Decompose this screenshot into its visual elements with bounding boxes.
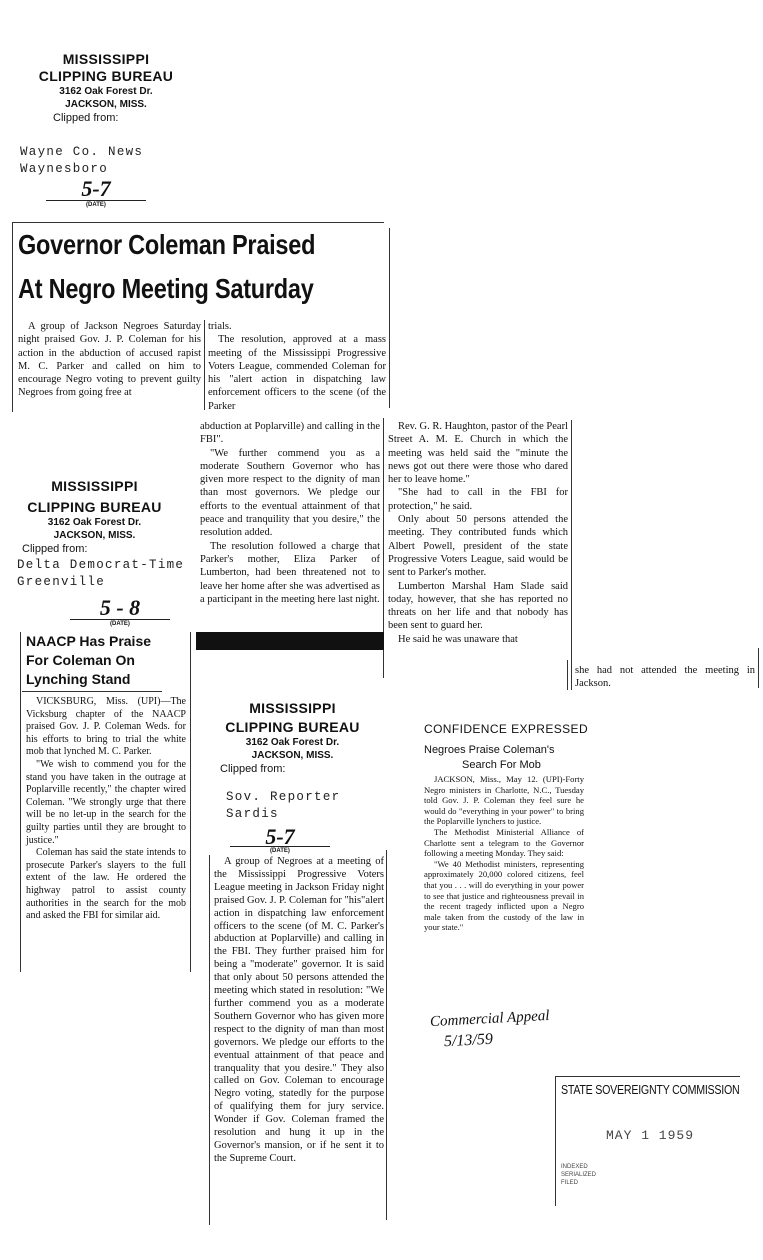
article-paragraph: she had not attended the meeting in Jackson.	[575, 665, 755, 690]
article-column	[26, 696, 186, 923]
date-label: (DATE)	[270, 848, 290, 854]
article-paragraph: A group of Negroes at a meeting of the Mississippi Progressive Voters League meeting in Jackson Friday night praised Gov. J. P. Coleman for "his"alert action in dispatching law enforcement officers to the scene (of M. C. Parker's abduction at Poplarville) and calling in the FBI. They further praised him for being a "moderate" governor. It is said that only about 50 persons attended the meeting which stated in resolution: "We further commend you as a moderate Southern Governor who has given more respect to the dignity of man than most governors. We pledge our efforts to the eventual attainment of that peace and tranquality that you desire." They also called on Gov. Coleman to encourage Negro voting, statedly for the purpose of qualifying them for jury service. Wonder if Gov. Coleman framed the resolution and hung it up in the Governor's mansion, or if he sent it to the Supreme Court.	[214, 856, 384, 1164]
clipping-bureau-stamp	[22, 478, 167, 555]
source-city: Sardis	[226, 807, 279, 821]
headline: Lynching Stand	[26, 671, 131, 687]
clip-edge	[758, 648, 759, 688]
stamp-address: 3162 Oak Forest Dr.	[59, 86, 153, 97]
headline: Search For Mob	[462, 759, 541, 771]
article-column	[18, 320, 201, 400]
stamp-city: JACKSON, MISS.	[65, 99, 147, 110]
clip-date: 5-7	[265, 824, 295, 849]
clip-date: 5 - 8	[99, 595, 141, 620]
article-paragraph: Coleman has said the state intends to prosecute Parker's slayers to the full extent of the law. He ordered the highway patrol to assist county authorities in the search for the mob and asked the FBI for similar aid.	[26, 847, 186, 922]
commission-stamp-title: STATE SOVEREIGNTY COMMISSION	[561, 1082, 740, 1097]
article-paragraph: Only about 50 persons attended the meeting. They contributed funds which Albert Powell, president of the state Progressive Voters League, said would be sent to Parker's mother.	[388, 514, 568, 579]
article-continuation	[575, 664, 755, 691]
article-paragraph: "She had to call in the FBI for protection," he said.	[388, 487, 568, 512]
column-rule	[204, 320, 205, 410]
headline: CONFIDENCE EXPRESSED	[424, 722, 589, 736]
article-paragraph: VICKSBURG, Miss. (UPI)—The Vicksburg chapter of the NAACP praised Gov. J. P. Coleman Weds. for his efforts to bring to trial the white mob that lynched M. C. Parker.	[26, 696, 186, 758]
article-paragraph: He said he was unaware that	[398, 633, 518, 645]
article-column	[424, 774, 584, 933]
source-city: Greenville	[17, 575, 106, 589]
clip-edge	[386, 850, 387, 1220]
stamp-title-state: MISSISSIPPI	[51, 478, 138, 494]
article-paragraph: Lumberton Marshal Ham Slade said today, however, that she has reported no threats on her life and that nobody has been sent to guard her.	[388, 580, 568, 632]
source-newspaper: Sov. Reporter	[226, 790, 341, 804]
article-column	[388, 420, 568, 646]
article-column	[208, 320, 386, 413]
commission-stamp-line: SERIALIZED	[561, 1172, 597, 1178]
handwritten-source: Commercial Appeal	[429, 1007, 550, 1031]
stamp-title-state: MISSISSIPPI	[62, 51, 150, 67]
date-line	[230, 846, 330, 847]
clip-edge	[190, 632, 191, 972]
source-city: Waynesboro	[20, 162, 109, 176]
headline: At Negro Meeting Saturday	[18, 273, 314, 304]
date-label: (DATE)	[86, 202, 106, 208]
stamp-title-bureau: CLIPPING BUREAU	[38, 68, 174, 84]
stamp-address: 3162 Oak Forest Dr.	[245, 737, 340, 748]
date-line	[70, 619, 170, 620]
clipping-bureau-stamp	[220, 700, 365, 775]
commission-stamp-line: FILED	[561, 1180, 579, 1186]
headline: Governor Coleman Praised	[18, 229, 316, 260]
clip-edge-dark	[196, 632, 384, 650]
clip-edge	[20, 632, 21, 972]
article-paragraph: abduction at Poplarville) and calling in the FBI".	[200, 421, 380, 446]
clip-edge	[209, 855, 210, 1225]
stamp-title-bureau: CLIPPING BUREAU	[225, 719, 360, 735]
stamp-city: JACKSON, MISS.	[53, 530, 136, 541]
stamp-clipped-label: Clipped from:	[22, 543, 88, 555]
source-newspaper: Wayne Co. News	[20, 145, 144, 159]
commission-stamp-date: MAY 1 1959	[606, 1128, 695, 1143]
headline: NAACP Has Praise	[26, 633, 152, 649]
headline-rule	[22, 691, 162, 692]
article-paragraph: "We 40 Methodist ministers, representing approximately 20,000 colored citizens, feel that you . . . will do everything in your power to see that justice and righteousness prevail in the recent tragedy inflicted upon a Negro male taken from the custody of the law in your state."	[424, 858, 584, 933]
stamp-address: 3162 Oak Forest Dr.	[47, 517, 142, 528]
article-paragraph: "We wish to commend you for the stand you have taken in the outrage at Poplarville recently," the chapter wired Coleman. "We strongly urge that there will be no let-up in the search for the guilty parties until they are brought to justice."	[26, 758, 186, 846]
article-paragraph: trials.	[208, 321, 232, 332]
article-paragraph: The Methodist Ministerial Alliance of Charlotte sent a telegram to the Governor following a meeting Monday. They said:	[424, 826, 584, 859]
stamp-clipped-label: Clipped from:	[220, 763, 286, 775]
headline: Negroes Praise Coleman's	[424, 744, 555, 756]
article-column	[200, 420, 380, 606]
stamp-title-bureau: CLIPPING BUREAU	[27, 499, 162, 515]
stamp-border	[555, 1076, 556, 1206]
article-paragraph: The resolution, approved at a mass meeting of the Mississippi Progressive Voters League, commended Coleman for his "alert action in dispatching law enforcement officers to the scene (of the Parker	[208, 334, 386, 412]
clip-edge	[389, 228, 390, 408]
article-paragraph: The resolution followed a charge that Parker's mother, Eliza Parker of Lumberton, had been threatened not to leave her home after she was advertised as a participant in the meeting here last night.	[200, 540, 380, 605]
clip-date: 5-7	[81, 176, 111, 201]
article-paragraph: Rev. G. R. Haughton, pastor of the Pearl Street A. M. E. Church in which the meeting was held said the "minute the news got out there were those who dared her to leave home."	[388, 421, 568, 486]
article-paragraph: A group of Jackson Negroes Saturday night praised Gov. J. P. Coleman for his action in the abduction of accused rapist M. C. Parker and called on him to encourage Negro voting to prevent guilty Negroes from going free at	[18, 321, 201, 399]
headline: For Coleman On	[26, 652, 135, 668]
article-paragraph: JACKSON, Miss., May 12. (UPI)-Forty Negro ministers in Charlotte, N.C., Tuesday told Gov. J. P. Coleman they feel sure he would do "everything in your power" to bring the Poplarville lynchers to justice.	[424, 774, 584, 827]
date-label: (DATE)	[110, 621, 130, 627]
stamp-clipped-label: Clipped from:	[53, 112, 119, 124]
clip-edge	[12, 222, 384, 223]
stamp-border	[555, 1076, 740, 1077]
article-paragraph: "We further commend you as a moderate Southern Governor who has given more respect to the dignity of man than most governors. We pledge our efforts to the eventual attainment of that peace and tranquility that you desire," the resolution added.	[200, 447, 380, 539]
article-column	[214, 856, 384, 1166]
clip-edge	[12, 222, 13, 412]
stamp-title-state: MISSISSIPPI	[249, 700, 336, 716]
clipping-bureau-stamp	[36, 51, 176, 124]
source-newspaper: Delta Democrat-Time	[17, 558, 185, 572]
stamp-city: JACKSON, MISS.	[251, 750, 334, 761]
commission-stamp-line: INDEXED	[561, 1164, 588, 1170]
clip-edge	[567, 660, 568, 690]
column-rule	[571, 420, 572, 690]
handwritten-date: 5/13/59	[443, 1030, 494, 1051]
